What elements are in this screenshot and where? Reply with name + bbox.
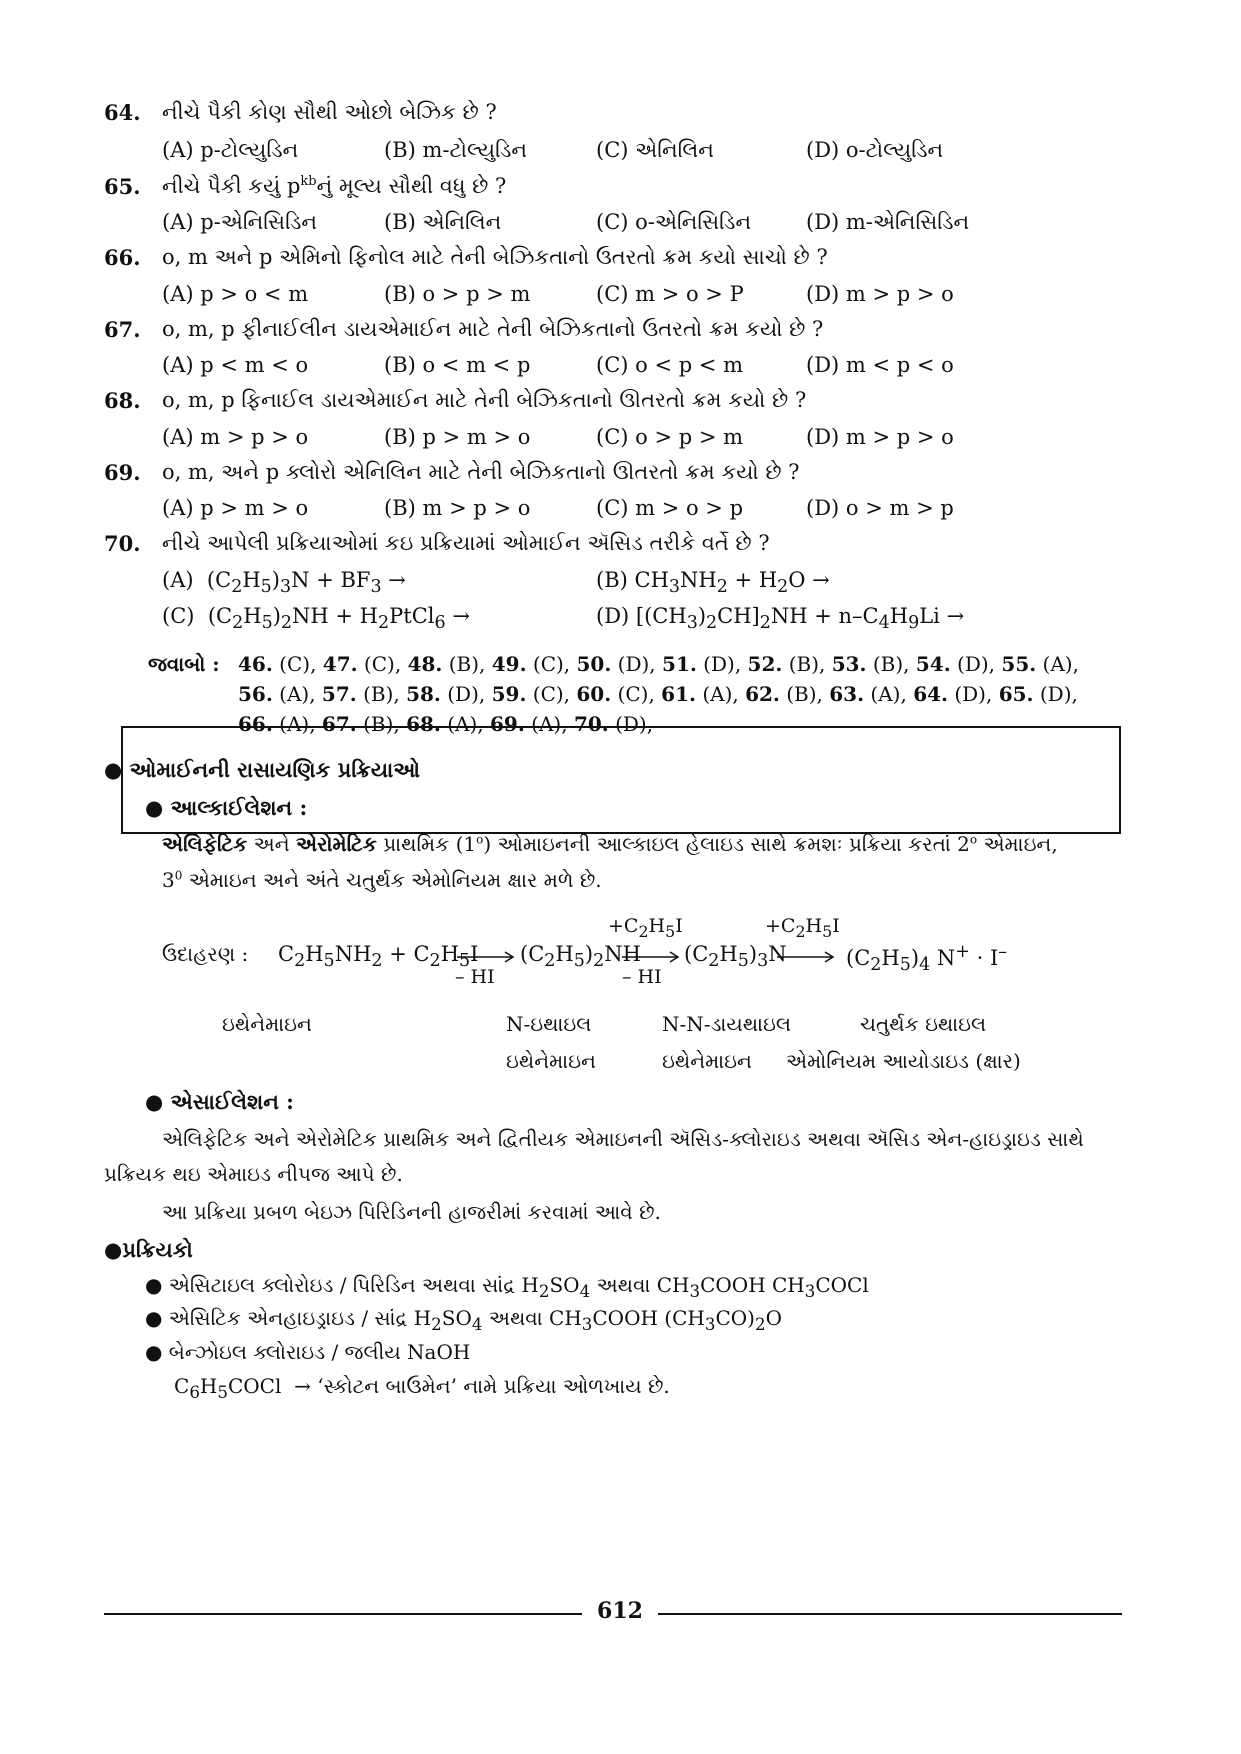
answer-item: 54. (D),	[915, 652, 1002, 676]
q64-option-c: (C) એનિલિન	[596, 138, 714, 162]
reactant: $C_2H_5NH_2 + C_2H_5I$	[278, 942, 479, 972]
reaction-arrow-2	[620, 950, 682, 964]
reagent-above-arrow-3: $+C_2H_5I$	[765, 915, 840, 941]
name-ethanamine-2: ઇથેનેમાઇન	[506, 1049, 596, 1073]
answer-item: 57. (B),	[321, 682, 407, 706]
q67-text: o, m, p ફીનાઈલીન ડાયએમાઈન માટે તેની બેઝિકતાનો ઉતરતો ક્રમ કયો છે ?	[162, 317, 824, 341]
q69-number: 69.	[104, 460, 141, 485]
q66-option-c: (C) m > o > P	[596, 282, 744, 306]
q67-option-d: (D) m < p < o	[806, 353, 954, 377]
q70-option-b: (B) $CH_3NH_2 + H_2O$ →	[596, 568, 830, 598]
q66-option-d: (D) m > p > o	[806, 282, 954, 306]
alkylation-para-line1: એલિફેટિક અને એરોમેટિક પ્રાથમિક (1$^o$) ઓમાઇનની આલ્કાઇલ હેલાઇડ સાથે ક્રમશઃ પ્રક્રિયા કરતાં 2$^o$ એમાઇન,	[162, 832, 1058, 856]
q65-option-b: (B) એનિલિન	[384, 210, 502, 234]
acylation-para-line1: એલિફેટિક અને એરોમેટિક પ્રાથમિક અને દ્વિતીયક એમાઇનની ઍસિડ-ક્લોરાઇડ અથવા ઍસિડ એન-હાઇડ્રાઇડ સાથે	[162, 1127, 1084, 1151]
answer-item: 69. (A),	[490, 712, 574, 736]
minus-hi-1: – HI	[455, 966, 495, 988]
q67-option-a: (A) p < m < o	[162, 353, 309, 377]
q64-text: નીચે પૈકી કોણ સૌથી ઓછો બેઝિક છે ?	[162, 100, 497, 124]
section-title: ● ઓમાઈનની રાસાયણિક પ્રક્રિયાઓ	[104, 757, 420, 782]
product-2: $(C_2H_5)_3N$	[684, 942, 787, 972]
q68-text: o, m, p ફિનાઈલ ડાયએમાઈન માટે તેની બેઝિકતાનો ઊતરતો ક્રમ કયો છે ?	[162, 388, 807, 412]
reagents-title: ●પ્રક્રિયકો	[104, 1237, 193, 1262]
q68-number: 68.	[104, 388, 141, 413]
alkylation-title: ● આલ્કાઈલેશન :	[145, 795, 308, 820]
reaction-arrow-3	[775, 950, 837, 964]
q67-number: 67.	[104, 317, 141, 342]
answer-item: 66. (A),	[238, 712, 322, 736]
answer-item: 48. (B),	[407, 652, 492, 676]
acylation-para-line3: આ પ્રક્રિયા પ્રબળ બેઇઝ પિરિડિનની હાજરીમાં કરવામાં આવે છે.	[162, 1200, 661, 1224]
answer-item: 63. (A),	[829, 682, 914, 706]
answer-item: 62. (B),	[745, 682, 830, 706]
schotten-baumann-line: $C_6H_5COCl$ → ‘સ્કોટન બાઉમેન’ નામે પ્રક્રિયા ઓળખાય છે.	[174, 1374, 670, 1402]
answers-line-2	[238, 682, 1078, 706]
alkylation-para-line2: $3^0$ એમાઇન અને અંતે ચતુર્થક એમોનિયમ ક્ષાર મળે છે.	[162, 868, 602, 892]
q66-number: 66.	[104, 245, 141, 270]
minus-hi-2: – HI	[622, 966, 662, 988]
q67-option-b: (B) o < m < p	[384, 353, 531, 377]
q70-text: નીચે આપેલી પ્રક્રિયાઓમાં કઇ પ્રક્રિયામાં ઓમાઈન ઍસિડ તરીકે વર્તે છે ?	[162, 531, 770, 555]
name-nn-diethyl: N-N-ડાયથાઇલ	[662, 1012, 791, 1036]
name-n-ethyl: N-ઇથાઇલ	[506, 1012, 592, 1036]
q65-text: નીચે પૈકી કયું $p^{kb}નું$ મૂલ્ય સૌથી વધુ છે ?	[162, 174, 507, 198]
answer-item: 58. (D),	[406, 682, 492, 706]
q69-text: o, m, અને p ક્લોરો એનિલિન માટે તેની બેઝિકતાનો ઊતરતો ક્રમ કયો છે ?	[162, 460, 800, 484]
example-label: ઉદાહરણ :	[162, 942, 249, 966]
reagent-above-arrow-2: $+C_2H_5I$	[608, 915, 683, 941]
q70-number: 70.	[104, 531, 141, 556]
answer-item: 47. (C),	[322, 652, 408, 676]
answer-item: 59. (C),	[491, 682, 577, 706]
answers-line-3	[238, 712, 653, 736]
product-1: $(C_2H_5)_2NH$	[520, 942, 641, 972]
q65-option-d: (D) m-એનિસિડિન	[806, 210, 970, 234]
q69-option-d: (D) o > m > p	[806, 496, 954, 520]
q65-number: 65.	[104, 174, 141, 199]
q68-option-a: (A) m > p > o	[162, 425, 309, 449]
answer-item: 55. (A),	[1001, 652, 1079, 676]
acylation-title: ● એસાઈલેશન :	[145, 1089, 294, 1114]
reaction-arrow-1	[455, 950, 517, 964]
name-quaternary-ethyl: ચતુર્થક ઇથાઇલ	[860, 1012, 987, 1036]
q68-option-b: (B) p > m > o	[384, 425, 531, 449]
answer-item: 60. (C),	[576, 682, 662, 706]
reagent-3: ● બેન્ઝોઇલ ક્લોરાઇડ / જલીય NaOH	[145, 1340, 471, 1364]
answer-item: 68. (A),	[406, 712, 491, 736]
q66-option-a: (A) p > o < m	[162, 282, 309, 306]
answer-item: 64. (D),	[913, 682, 999, 706]
answer-item: 49. (C),	[491, 652, 577, 676]
answers-line-1	[238, 652, 1079, 676]
q64-number: 64.	[104, 100, 141, 125]
page-number: 612	[597, 1598, 643, 1624]
name-ethanamine-3: ઇથેનેમાઇન	[662, 1049, 752, 1073]
q64-option-b: (B) m-ટોલ્યુડિન	[384, 138, 528, 162]
reagent-1: ● એસિટાઇલ ક્લોરોઇડ / પિરિડિન અથવા સાંદ્ર $H_2SO_4$ અથવા $CH_3COOH$ $CH_3COCl$	[145, 1273, 869, 1301]
name-ethanamine: ઇથેનેમાઇન	[222, 1012, 312, 1036]
q67-option-c: (C) o < p < m	[596, 353, 744, 377]
q69-option-b: (B) m > p > o	[384, 496, 531, 520]
answer-item: 53. (B),	[831, 652, 916, 676]
acylation-para-line2: પ્રક્રિયક થઇ એમાઇડ નીપજ આપે છે.	[104, 1162, 403, 1186]
answer-item: 56. (A),	[238, 682, 322, 706]
q65-option-c: (C) o-એનિસિડિન	[596, 210, 752, 234]
q66-text: o, m અને p એમિનો ફિનોલ માટે તેની બેઝિકતાનો ઉતરતો ક્રમ કયો સાચો છે ?	[162, 245, 828, 269]
reagent-2: ● એસિટિક એનહાઇડ્રાઇડ / સાંદ્ર $H_2SO_4$ અથવા $CH_3COOH$ $(CH_3CO)_2O$	[145, 1306, 782, 1334]
footer-rule-left	[104, 1613, 582, 1615]
answer-item: 51. (D),	[662, 652, 748, 676]
answer-item: 67. (B),	[321, 712, 407, 736]
q64-option-a: (A) p-ટોલ્યુડિન	[162, 138, 299, 162]
product-3: $(C_2H_5)_4$ N+ · I–	[846, 942, 1008, 976]
footer-rule-right	[658, 1613, 1122, 1615]
answer-item: 61. (A),	[661, 682, 746, 706]
answer-item: 52. (B),	[747, 652, 832, 676]
q65-option-a: (A) p-એનિસિડિન	[162, 210, 317, 234]
q70-option-a: (A) $(C_2H_5)_3N + BF_3$ →	[162, 568, 406, 598]
q70-option-d: (D) $[(CH_3)_2CH]_2NH + n-C_4H_9Li$ →	[596, 604, 965, 634]
name-ammonium-iodide: એમોનિયમ આયોડાઇડ (ક્ષાર)	[786, 1049, 1021, 1073]
answers-label: જવાબો :	[148, 652, 220, 676]
q69-option-a: (A) p > m > o	[162, 496, 309, 520]
answer-item: 50. (D),	[576, 652, 663, 676]
answer-item: 65. (D),	[998, 682, 1078, 706]
q68-option-c: (C) o > p > m	[596, 425, 744, 449]
q70-option-c: (C) $(C_2H_5)_2NH$ + $H_2PtCl_6$ →	[162, 604, 470, 634]
answer-item: 46. (C),	[238, 652, 323, 676]
answer-item: 70. (D),	[573, 712, 654, 736]
q66-option-b: (B) o > p > m	[384, 282, 531, 306]
q64-option-d: (D) o-ટોલ્યુડિન	[806, 138, 944, 162]
q69-option-c: (C) m > o > p	[596, 496, 744, 520]
q68-option-d: (D) m > p > o	[806, 425, 954, 449]
